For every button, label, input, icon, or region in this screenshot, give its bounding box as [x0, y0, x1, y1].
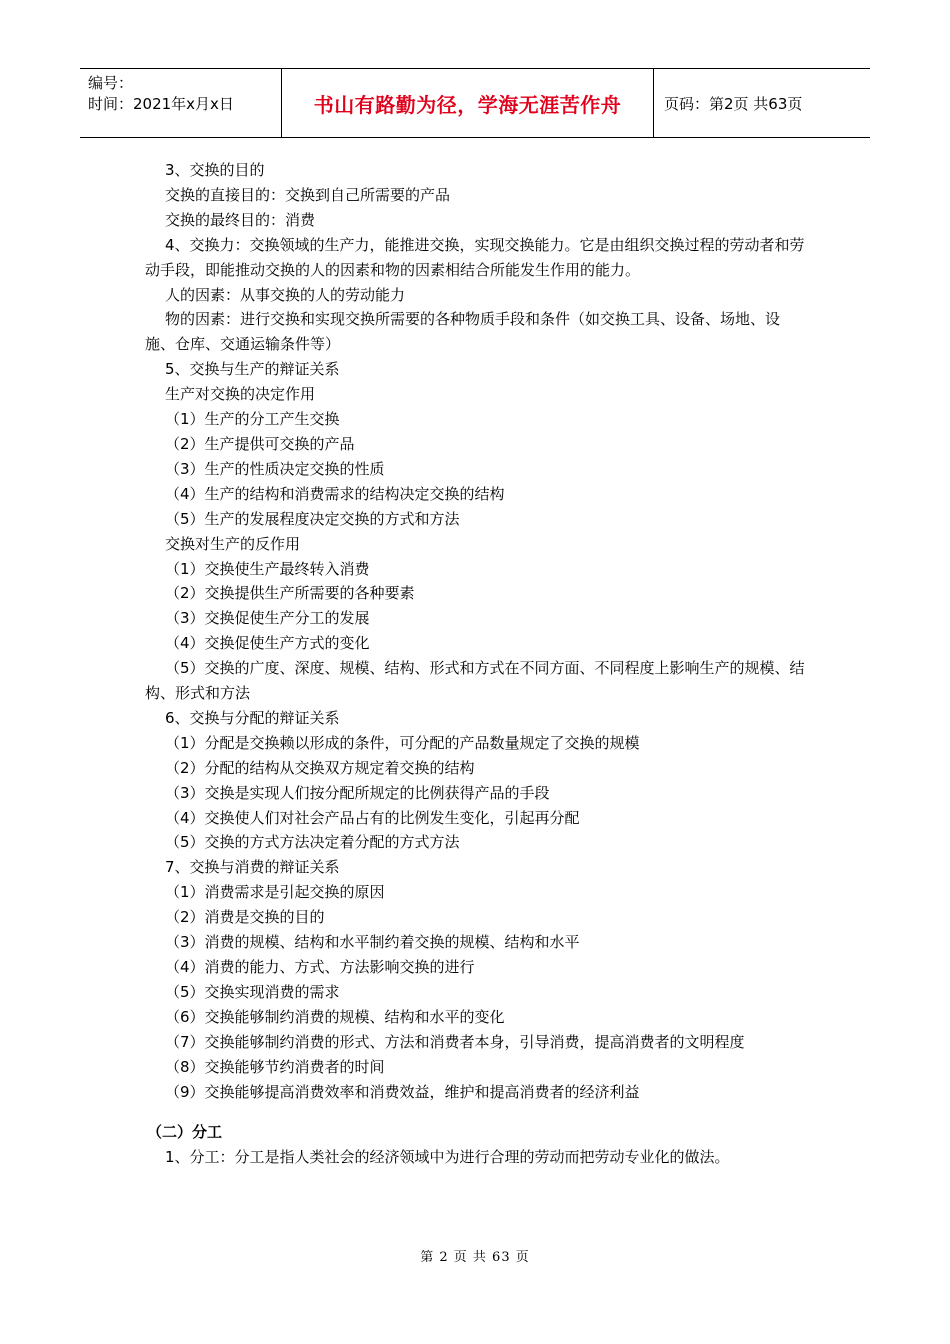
header-left-cell: [80, 69, 281, 137]
subheading-line: 交换对生产的反作用: [165, 534, 301, 553]
list-item: （1）分配是交换赖以形成的条件，可分配的产品数量规定了交换的规模: [165, 733, 640, 752]
list-item: （1）消费需求是引起交换的原因: [165, 883, 385, 902]
page-header: [80, 68, 870, 138]
list-item: （1）生产的分工产生交换: [165, 410, 340, 429]
list-item: （3）交换促使生产分工的发展: [165, 609, 370, 628]
document-number-label: 编号：: [88, 74, 134, 92]
list-item: （2）分配的结构从交换双方规定着交换的结构: [165, 758, 475, 777]
list-item: （2）生产提供可交换的产品: [165, 434, 355, 453]
list-item: （7）交换能够制约消费的形式、方法和消费者本身，引导消费，提高消费者的文明程度: [165, 1032, 745, 1051]
list-item: （6）交换能够制约消费的规模、结构和水平的变化: [165, 1007, 505, 1026]
list-item: （5）交换的方式方法决定着分配的方式方法: [165, 833, 460, 852]
document-date-label: 时间：2021年x月x日: [88, 95, 234, 113]
paragraph-material-factors: 物的因素：进行交换和实现交换所需要的各种物质手段和条件（如交换工具、设备、场地、设施、仓库、交通运输条件等）: [145, 310, 781, 354]
heading-exchange-production: 5、交换与生产的辩证关系: [165, 360, 340, 379]
section-heading-division-of-labor: （二）分工: [147, 1123, 223, 1142]
list-item: （4）消费的能力、方式、方法影响交换的进行: [165, 958, 475, 976]
subheading-line: 生产对交换的决定作用: [165, 385, 316, 404]
list-item: （9）交换能够提高消费效率和消费效益，维护和提高消费者的经济利益: [165, 1082, 640, 1101]
heading-exchange-consumption: 7、交换与消费的辩证关系: [165, 858, 340, 877]
list-item: （4）交换促使生产方式的变化: [165, 634, 370, 653]
paragraph-line: 交换的最终目的：消费: [165, 210, 316, 229]
list-item: （3）交换是实现人们按分配所规定的比例获得产品的手段: [165, 783, 550, 802]
list-item: （4）交换使人们对社会产品占有的比例发生变化，引起再分配: [165, 808, 580, 827]
paragraph-line: 人的因素：从事交换的人的劳动能力: [165, 285, 406, 304]
document-body: [145, 158, 805, 1170]
list-item: （4）生产的结构和消费需求的结构决定交换的结构: [165, 484, 505, 503]
list-item: （5）生产的发展程度决定交换的方式和方法: [165, 509, 460, 528]
list-item: （3）消费的规模、结构和水平制约着交换的规模、结构和水平: [165, 933, 580, 952]
section-spacer: [145, 1104, 805, 1120]
header-page-label: 页码：第2页 共63页: [664, 94, 803, 113]
list-item: （1）交换使生产最终转入消费: [165, 559, 370, 578]
paragraph-line: 交换的直接目的：交换到自己所需要的产品: [165, 185, 451, 204]
page-footer: 第 2 页 共 63 页: [420, 1250, 530, 1265]
list-item: （5）交换的广度、深度、规模、结构、形式和方式在不同方面、不同程度上影响生产的规模、结构、形式和方法: [145, 659, 805, 703]
list-item: （3）生产的性质决定交换的性质: [165, 459, 385, 478]
list-item: （8）交换能够节约消费者的时间: [165, 1057, 385, 1076]
list-item: （5）交换实现消费的需求: [165, 982, 340, 1001]
list-item: （2）消费是交换的目的: [165, 908, 325, 927]
heading-exchange-distribution: 6、交换与分配的辩证关系: [165, 708, 340, 727]
paragraph-exchange-power: 4、交换力：交换领域的生产力，能推进交换，实现交换能力。它是由组织交换过程的劳动者和劳动手段，即能推动交换的人的因素和物的因素相结合所能发生作用的能力。: [145, 235, 805, 279]
header-motto: 书山有路勤为径，学海无涯苦作舟: [281, 69, 654, 137]
list-item: （2）交换提供生产所需要的各种要素: [165, 584, 415, 603]
paragraph-division-of-labor: 1、分工：分工是指人类社会的经济领域中为进行合理的劳动而把劳动专业化的做法。: [165, 1148, 730, 1167]
heading-exchange-purpose: 3、交换的目的: [165, 161, 265, 179]
